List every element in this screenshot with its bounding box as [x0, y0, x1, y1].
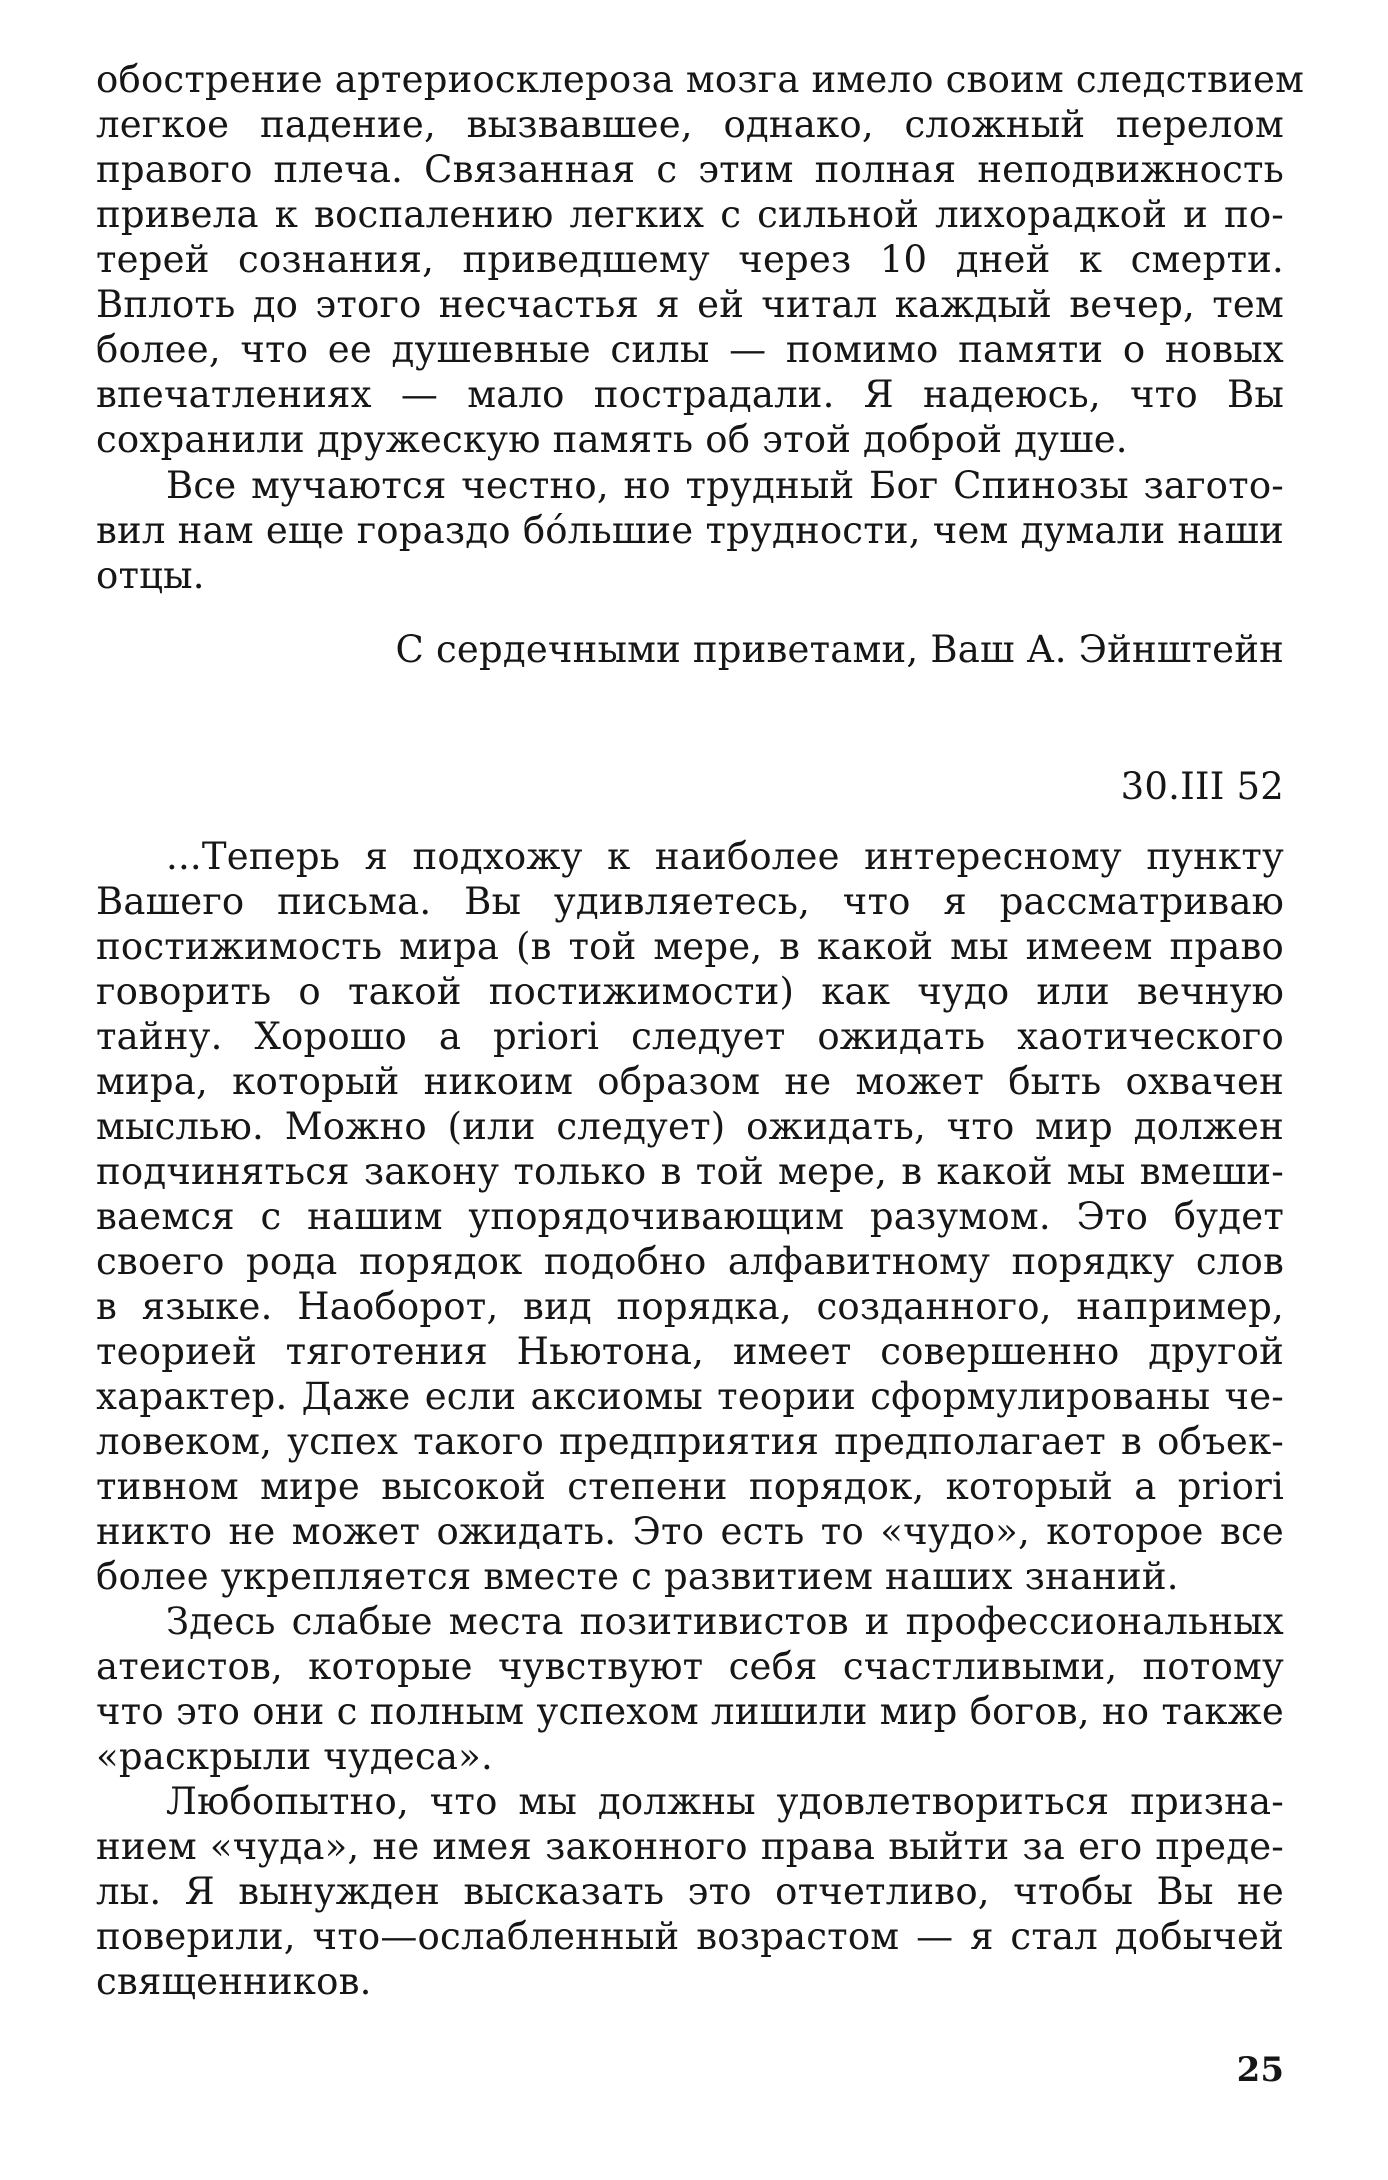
text-line: более укрепляется вместе с развитием наших знаний.	[96, 1555, 1179, 1598]
text-line: тивном мире высокой степени порядок, который a priori	[96, 1465, 1284, 1508]
text-line: священников.	[96, 1960, 372, 2003]
text-line: правого плеча. Связанная с этим полная неподвижность	[96, 148, 1284, 191]
text-line: Вашего письма. Вы удивляетесь, что я рассматриваю	[96, 880, 1284, 923]
text-line: теорией тяготения Ньютона, имеет совершенно другой	[96, 1330, 1284, 1373]
text-line: лы. Я вынужден высказать это отчетливо, чтобы Вы не	[96, 1870, 1284, 1913]
text-line: поверили, что—ослабленный возрастом — я стал добычей	[96, 1915, 1284, 1958]
text-line: ловеком, успех такого предприятия предполагает в объек-	[96, 1420, 1284, 1463]
text-line: Любопытно, что мы должны удовлетвориться призна-	[166, 1780, 1284, 1823]
text-line: обострение артериосклероза мозга имело своим следствием	[96, 58, 1305, 101]
text-line: никто не может ожидать. Это есть то «чудо», которое все	[96, 1510, 1284, 1553]
text-line: сохранили дружескую память об этой доброй душе.	[96, 418, 1128, 461]
text-line: нием «чуда», не имея законного права выйти за его преде-	[96, 1825, 1284, 1868]
text-line: впечатлениях — мало пострадали. Я надеюсь, что Вы	[96, 373, 1284, 416]
letter-date: 30.III 52	[1120, 765, 1284, 808]
signature: С сердечными приветами, Ваш А. Эйнштейн	[395, 628, 1284, 671]
page-number: 25	[1236, 2050, 1284, 2090]
text-line: «раскрыли чудеса».	[96, 1735, 493, 1778]
text-line: в языке. Наоборот, вид порядка, созданного, например,	[96, 1285, 1284, 1328]
text-line: что это они с полным успехом лишили мир богов, но также	[96, 1690, 1284, 1733]
text-line: ваемся с нашим упорядочивающим разумом. Это будет	[96, 1195, 1284, 1238]
text-line: тайну. Хорошо a priori следует ожидать хаотического	[96, 1015, 1284, 1058]
text-line: характер. Даже если аксиомы теории сформулированы че-	[96, 1375, 1284, 1418]
text-line: вил нам еще гораздо бóльшие трудности, чем думали наши	[96, 509, 1284, 552]
text-line: атеистов, которые чувствуют себя счастливыми, потому	[96, 1645, 1284, 1688]
text-line: мира, который никоим образом не может быть охвачен	[96, 1060, 1284, 1103]
text-line: Вплоть до этого несчастья я ей читал каждый вечер, тем	[96, 283, 1284, 326]
text-line: более, что ее душевные силы — помимо памяти о новых	[96, 328, 1284, 371]
text-line: привела к воспалению легких с сильной лихорадкой и по-	[96, 193, 1284, 236]
text-line: Все мучаются честно, но трудный Бог Спинозы загото-	[166, 464, 1284, 507]
text-line: постижимость мира (в той мере, в какой мы имеем право	[96, 925, 1284, 968]
text-line: говорить о такой постижимости) как чудо или вечную	[96, 970, 1284, 1013]
text-line: отцы.	[96, 554, 205, 597]
text-line: легкое падение, вызвавшее, однако, сложный перелом	[96, 103, 1284, 146]
text-line: своего рода порядок подобно алфавитному порядку слов	[96, 1240, 1284, 1283]
text-line: Здесь слабые места позитивистов и профессиональных	[166, 1600, 1284, 1643]
text-line: ...Теперь я подхожу к наиболее интересному пункту	[166, 835, 1284, 878]
text-line: мыслью. Можно (или следует) ожидать, что мир должен	[96, 1105, 1284, 1148]
text-line: терей сознания, приведшему через 10 дней к смерти.	[96, 238, 1284, 281]
text-line: подчиняться закону только в той мере, в какой мы вмеши-	[96, 1150, 1284, 1193]
